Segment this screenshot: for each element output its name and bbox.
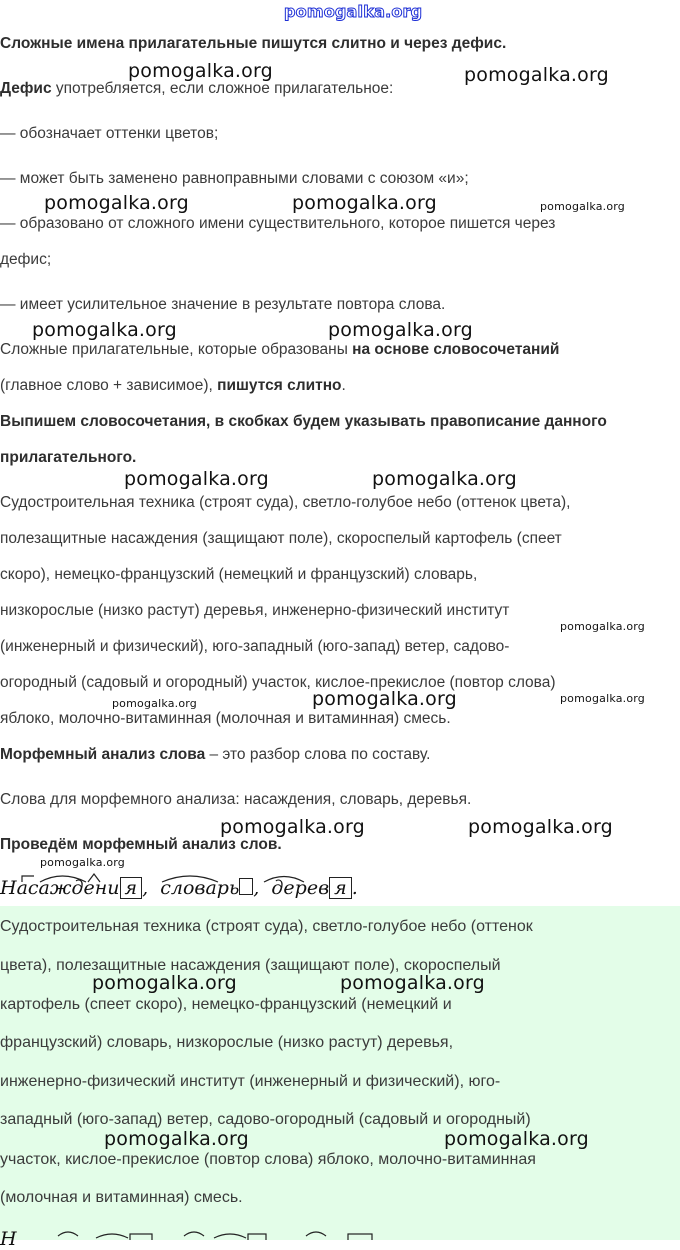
watermark: pomogalka.org: [468, 816, 613, 838]
watermark: pomogalka.org: [560, 620, 645, 633]
task-heading: Выпишем словосочетания, в скобках будем указывать правописание данного: [0, 413, 607, 430]
task-heading-cont: прилагательного.: [0, 449, 137, 466]
answer-line-2: цвета), полезащитные насаждения (защищают поле), скороспелый: [0, 957, 501, 974]
watermark: pomogalka.org: [40, 856, 125, 869]
watermark: pomogalka.org: [44, 192, 189, 214]
root-derev: дерев: [271, 877, 330, 899]
phrase-line-6: огородный (садовый и огородный) участок, кислое-прекислое (повтор слова): [0, 674, 556, 691]
answer-line-8: (молочная и витаминная) смесь.: [0, 1189, 243, 1206]
phrase-line-4: низкорослые (низко растут) деревья, инженерно-физический институт: [0, 602, 510, 619]
watermark: pomogalka.org: [312, 688, 457, 710]
comma-1: ,: [142, 877, 149, 899]
hyphen-term: Дефис: [0, 80, 52, 97]
hyphen-rule-rest: употребляется, если сложное прилагательное:: [51, 80, 394, 97]
watermark: pomogalka.org: [128, 60, 273, 82]
word-slovar: словарь: [160, 877, 240, 899]
solid-rule: [0, 341, 559, 359]
answer-line-7: участок, кислое-прекислое (повтор слова) яблоко, молочно-витаминная: [0, 1151, 536, 1168]
morpheme-def-rest: – это разбор слова по составу.: [205, 746, 431, 763]
null-ending: [239, 878, 253, 895]
morpheme-analysis-row: [0, 877, 358, 899]
ending-ya-1: я: [120, 877, 143, 899]
root-sazhde: сажде: [27, 877, 95, 899]
phrase-line-5: (инженерный и физический), юго-западный (юго-запад) ветер, садово-: [0, 638, 510, 655]
watermark: pomogalka.org: [340, 972, 485, 994]
morpheme-definition: [0, 746, 430, 764]
prefix-na: На: [0, 877, 28, 899]
phrase-line-3: скоро), немецко-французский (немецкий и французский) словарь,: [0, 566, 478, 583]
phrase-line-1: Судостроительная техника (строят суда), светло-голубое небо (оттенок цвета),: [0, 494, 571, 511]
suffix-ni: ни: [94, 877, 120, 899]
phrase-line-2: полезащитные насаждения (защищают поле), скороспелый картофель (спеет: [0, 530, 562, 547]
rule-item-compound-noun: — образовано от сложного имени существительного, которое пишется через: [0, 215, 556, 232]
solid-rule-b: на основе словосочетаний: [352, 341, 560, 358]
answer-line-1: Судостроительная техника (строят суда), светло-голубое небо (оттенок: [0, 918, 533, 935]
watermark: pomogalka.org: [112, 697, 197, 710]
watermark: pomogalka.org: [372, 468, 517, 490]
ending-ya-2: я: [329, 877, 352, 899]
watermark: pomogalka.org: [220, 816, 365, 838]
watermark: pomogalka.org: [32, 319, 177, 341]
solid-rule-e: .: [341, 377, 346, 394]
rule-item-colors: — обозначает оттенки цветов;: [0, 125, 219, 142]
answer-line-6: западный (юго-запад) ветер, садово-огородный (садовый и огородный): [0, 1111, 531, 1128]
solid-rule-a: Сложные прилагательные, которые образованы: [0, 341, 353, 358]
watermark: pomogalka.org: [292, 192, 437, 214]
phrase-line-7: яблоко, молочно-витаминная (молочная и витаминная) смесь.: [0, 710, 451, 727]
watermark: pomogalka.org: [560, 692, 645, 705]
watermark: pomogalka.org: [444, 1128, 589, 1150]
watermark: pomogalka.org: [104, 1128, 249, 1150]
comma-2: ,: [253, 877, 260, 899]
rule-heading: Сложные имена прилагательные пишутся слитно и через дефис.: [0, 35, 507, 52]
answer-morph-start: Н: [0, 1228, 17, 1250]
rule-item-compound-noun-cont: дефис;: [0, 251, 52, 268]
solid-rule-d: пишутся слитно: [217, 377, 342, 394]
rule-item-conjunction: — может быть заменено равноправными словами с союзом «и»;: [0, 170, 469, 187]
answer-line-5: инженерно-физический институт (инженерный и физический), юго-: [0, 1073, 501, 1090]
final-dot: .: [351, 877, 358, 899]
morpheme-words: Слова для морфемного анализа: насаждения, словарь, деревья.: [0, 791, 472, 808]
watermark: pomogalka.org: [92, 972, 237, 994]
top-watermark: pomogalka.org: [284, 2, 423, 21]
watermark: pomogalka.org: [124, 468, 269, 490]
solid-rule-c: (главное слово + зависимое),: [0, 377, 218, 394]
watermark: pomogalka.org: [540, 200, 625, 213]
answer-line-3: картофель (спеет скоро), немецко-французский (немецкий и: [0, 996, 452, 1013]
answer-line-4: французский) словарь, низкорослые (низко растут) деревья,: [0, 1034, 454, 1051]
watermark: pomogalka.org: [464, 64, 609, 86]
morpheme-task: Проведём морфемный анализ слов.: [0, 836, 282, 853]
rule-item-repetition: — имеет усилительное значение в результате повтора слова.: [0, 296, 446, 313]
morpheme-term: Морфемный анализ слова: [0, 746, 206, 763]
solid-rule-cont: [0, 377, 346, 395]
answer-morpheme-row: [0, 1228, 17, 1250]
hyphen-rule-intro: [0, 80, 393, 98]
watermark: pomogalka.org: [328, 319, 473, 341]
